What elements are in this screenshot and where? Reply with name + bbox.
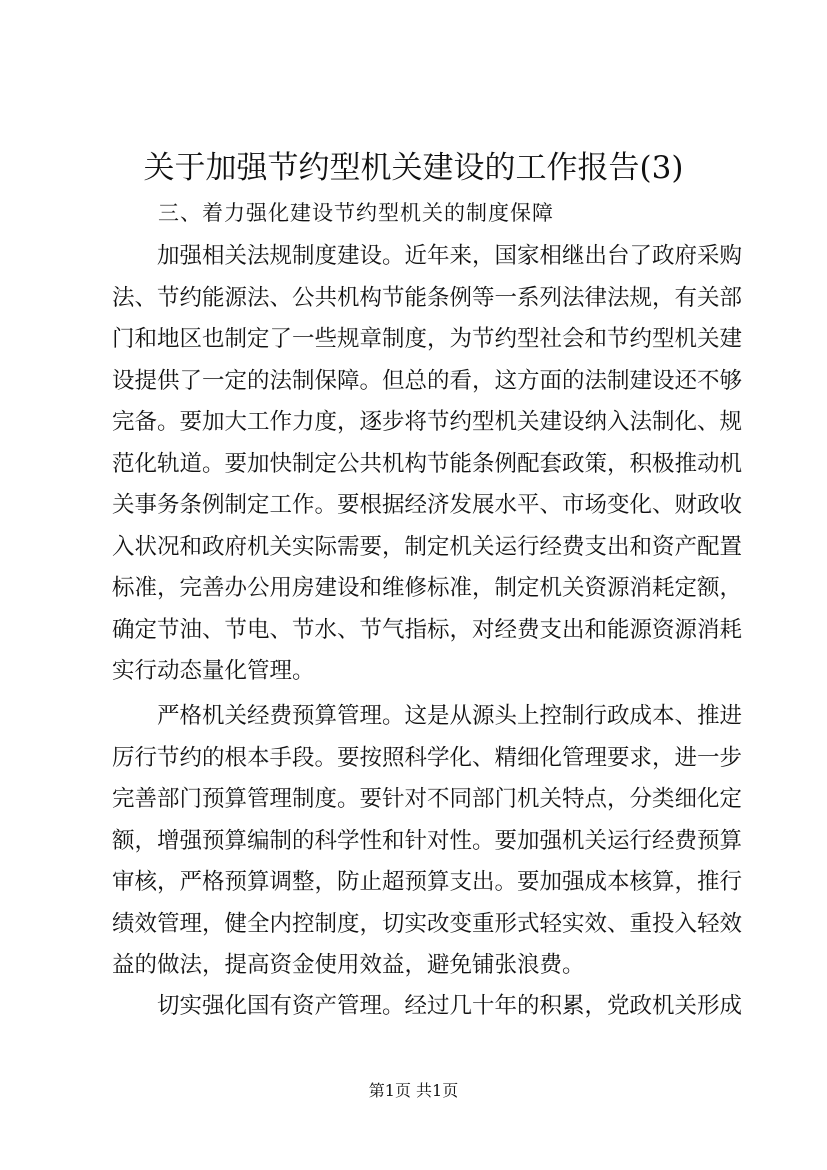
paragraph-line: 关事务条例制定工作。要根据经济发展水平、市场变化、财政收 <box>112 492 743 518</box>
paragraph-line: 切实强化国有资产管理。经过几十年的积累，党政机关形成 <box>157 993 743 1019</box>
paragraph-line: 加强相关法规制度建设。近年来，国家相继出台了政府采购 <box>157 243 743 269</box>
paragraph-line: 严格机关经费预算管理。这是从源头上控制行政成本、推进 <box>157 703 743 729</box>
paragraph-line: 完备。要加大工作力度，逐步将节约型机关建设纳入法制化、规 <box>112 409 743 435</box>
paragraph-line: 额，增强预算编制的科学性和针对性。要加强机关运行经费预算 <box>112 827 743 854</box>
paragraph-line: 法、节约能源法、公共机构节能条例等一系列法律法规，有关部 <box>112 284 743 311</box>
paragraph-line: 确定节油、节电、节水、节气指标，对经费支出和能源资源消耗 <box>112 616 743 643</box>
paragraph-line: 完善部门预算管理制度。要针对不同部门机关特点，分类细化定 <box>112 786 743 812</box>
paragraph-line: 入状况和政府机关实际需要，制定机关运行经费支出和资产配置 <box>112 533 743 560</box>
page-footer: 第1页 共1页 <box>368 1081 459 1100</box>
paragraph-line: 益的做法，提高资金使用效益，避免铺张浪费。 <box>112 952 585 978</box>
paragraph-line: 门和地区也制定了一些规章制度，为节约型社会和节约型机关建 <box>112 326 743 352</box>
paragraph-3 <box>112 986 743 1028</box>
paragraph-line: 厉行节约的根本手段。要按照科学化、精细化管理要求，进一步 <box>112 744 743 771</box>
paragraph-line: 设提供了一定的法制保障。但总的看，这方面的法制建设还不够 <box>112 367 743 394</box>
paragraph-line: 范化轨道。要加快制定公共机构节能条例配套政策，积极推动机 <box>112 450 743 477</box>
paragraph-line: 绩效管理，健全内控制度，切实改变重形式轻实效、重投入轻效 <box>112 910 743 937</box>
paragraph-line: 实行动态量化管理。 <box>112 658 315 684</box>
paragraph-1 <box>112 236 743 693</box>
paragraph-line: 标准，完善办公用房建设和维修标准，制定机关资源消耗定额， <box>112 575 743 601</box>
paragraph-2 <box>112 696 743 987</box>
document-title: 关于加强节约型机关建设的工作报告(3) <box>143 150 684 186</box>
paragraph-line: 审核，严格预算调整，防止超预算支出。要加强成本核算，推行 <box>112 869 743 895</box>
section-heading: 三、着力强化建设节约型机关的制度保障 <box>158 201 554 225</box>
